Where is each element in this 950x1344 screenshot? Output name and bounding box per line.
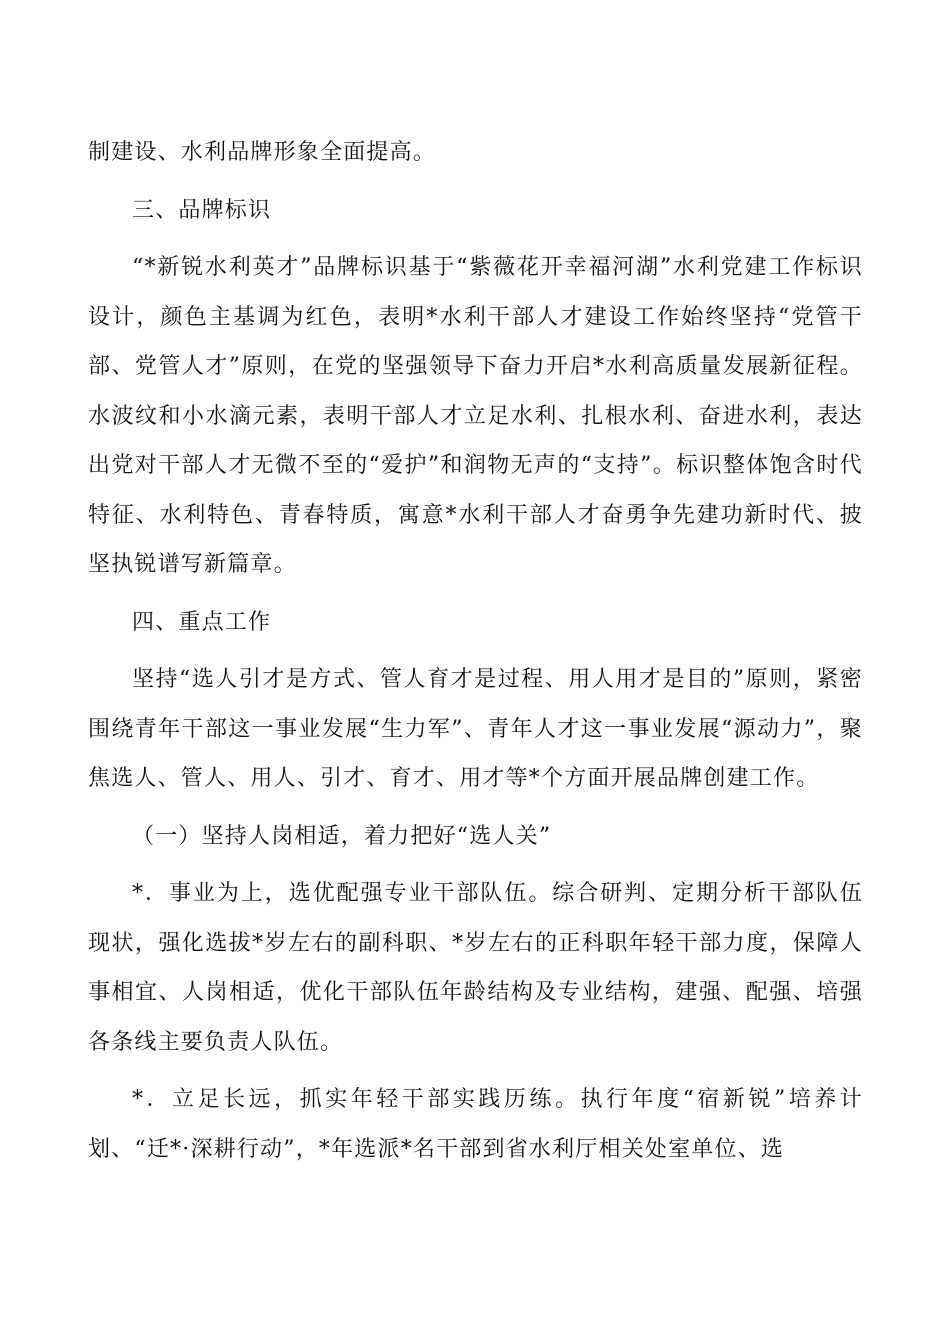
continuation-paragraph: 制建设、水利品牌形象全面提高。 bbox=[88, 140, 437, 165]
subsection-heading-selection: （一）坚持人岗相适，着力把好“选人关” bbox=[132, 823, 552, 849]
section-heading-key-work: 四、重点工作 bbox=[132, 609, 272, 635]
document-body bbox=[88, 128, 863, 1174]
paragraph-item-2: *．立足长远，抓实年轻干部实践历练。执行年度“宿新锐”培养计划、“迁*·深耕行动”，*年选派*名干部到省水利厅相关处室单位、选 bbox=[88, 1087, 863, 1162]
paragraph-key-work: 坚持“选人引才是方式、管人育才是过程、用人用才是目的”原则，紧密围绕青年干部这一事业发展“生力军”、青年人才这一事业发展“源动力”，聚焦选人、管人、用人、引才、育才、用才等*个方面开展品牌创建工作。 bbox=[88, 667, 863, 791]
section-heading-brand-logo: 三、品牌标识 bbox=[132, 197, 272, 223]
paragraph-brand-logo: “*新锐水利英才”品牌标识基于“紫薇花开幸福河湖”水利党建工作标识设计，颜色主基调为红色，表明*水利干部人才建设工作始终坚持“党管干部、党管人才”原则，在党的坚强领导下奋力开启*水利高质量发展新征程。水波纹和小水滴元素，表明干部人才立足水利、扎根水利、奋进水利，表达出党对干部人才无微不至的“爱护”和润物无声的“支持”。标识整体饱含时代特征、水利特色、青春特质，寓意*水利干部人才奋勇争先建功新时代、披坚执锐谱写新篇章。 bbox=[88, 255, 863, 577]
paragraph-item-1: *．事业为上，选优配强专业干部队伍。综合研判、定期分析干部队伍现状，强化选拔*岁左右的副科职、*岁左右的正科职年轻干部力度，保障人事相宜、人岗相适，优化干部队伍年龄结构及专业结构，建强、配强、培强各条线主要负责人队伍。 bbox=[88, 881, 863, 1055]
